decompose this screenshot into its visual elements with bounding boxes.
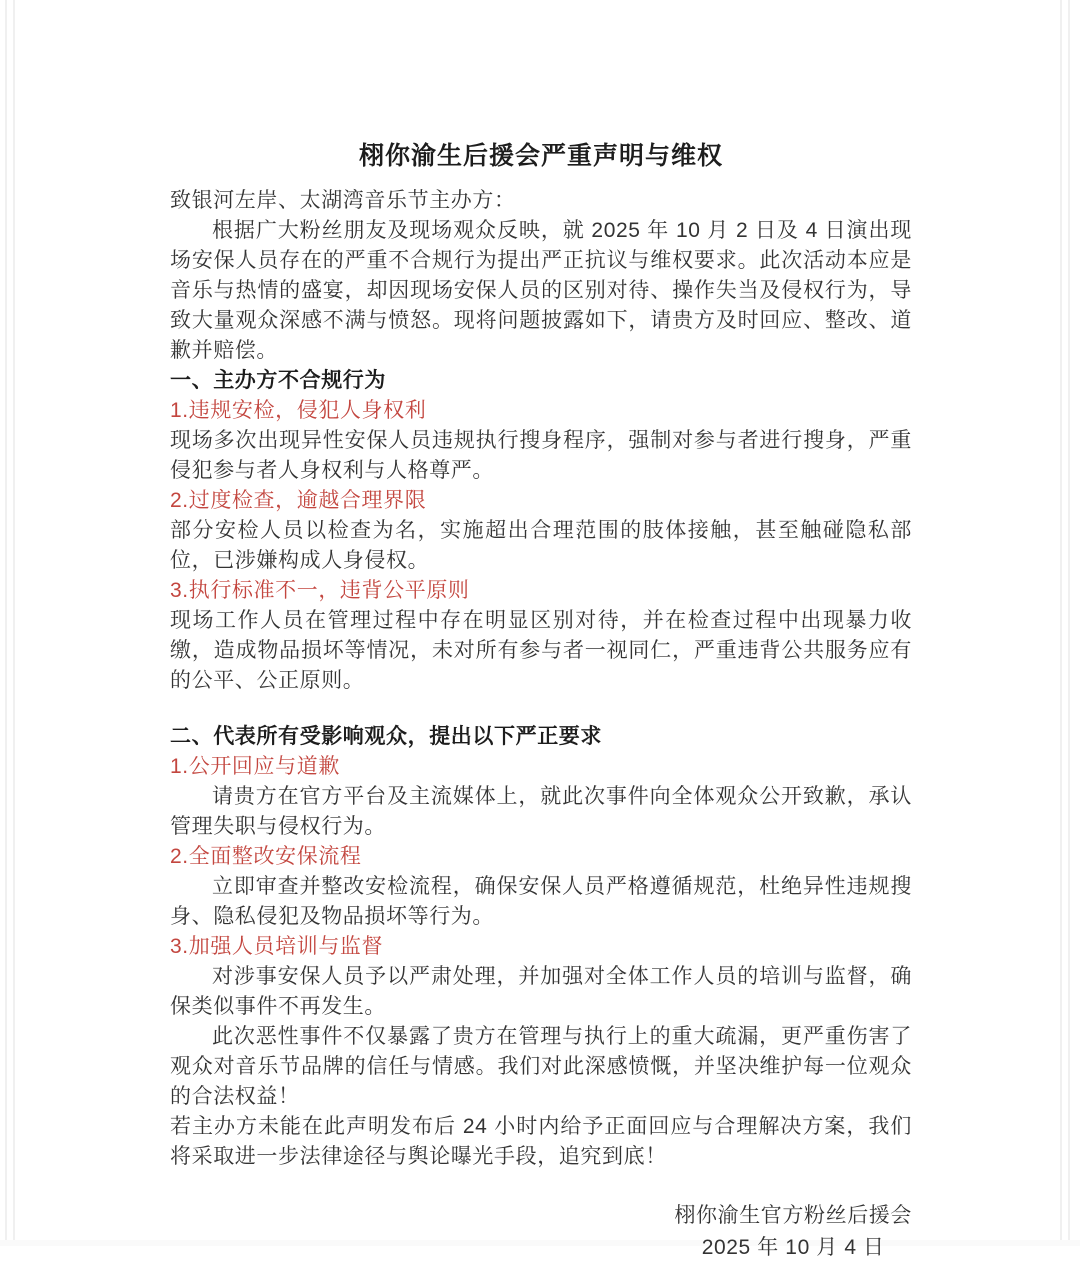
closing-paragraph-2: 若主办方未能在此声明发布后 24 小时内给予正面回应与合理解决方案，我们将采取进一步法律途径与舆论曝光手段，追究到底！	[170, 1115, 912, 1168]
section1-item1-body: 现场多次出现异性安保人员违规执行搜身程序，强制对参与者进行搜身，严重侵犯参与者人身权利与人格尊严。	[170, 429, 912, 482]
section2-item1-body: 请贵方在官方平台及主流媒体上，就此次事件向全体观众公开致歉，承认管理失职与侵权行为。	[170, 785, 912, 838]
section2-item2-body: 立即审查并整改安检流程，确保安保人员严格遵循规范，杜绝异性违规搜身、隐私侵犯及物品损坏等行为。	[170, 875, 912, 928]
statement-document	[170, 136, 912, 1264]
scan-artifact-left-line-2	[13, 0, 15, 1246]
section1-item2-subheading: 2.过度检查，逾越合理界限	[170, 489, 427, 512]
section2-heading: 二、代表所有受影响观众，提出以下严正要求	[170, 725, 602, 748]
page-title: 栩你渝生后援会严重声明与维权	[358, 142, 723, 170]
signature-date: 2025 年 10 月 4 日	[701, 1236, 885, 1259]
section1-item3-subheading: 3.执行标准不一，违背公平原则	[170, 579, 470, 602]
section1-heading: 一、主办方不合规行为	[170, 369, 386, 392]
section1-item2-body: 部分安检人员以检查为名，实施超出合理范围的肢体接触，甚至触碰隐私部位，已涉嫌构成人身侵权。	[170, 519, 912, 572]
section2-item3-subheading: 3.加强人员培训与监督	[170, 935, 384, 958]
signature-block	[674, 1200, 912, 1264]
scan-artifact-left-line-1	[5, 0, 7, 1246]
salutation-line: 致银河左岸、太湖湾音乐节主办方：	[170, 189, 516, 212]
intro-paragraph: 根据广大粉丝朋友及现场观众反映，就 2025 年 10 月 2 日及 4 日演出现场安保人员存在的严重不合规行为提出严正抗议与维权要求。此次活动本应是音乐与热情的盛宴，却因现场安保人员的区别对待、操作失当及侵权行为，导致大量观众深感不满与愤怒。现将问题披露如下，请贵方及时回应、整改、道歉并赔偿。	[170, 219, 912, 362]
section2-item3-body: 对涉事安保人员予以严肃处理，并加强对全体工作人员的培训与监督，确保类似事件不再发生。	[170, 965, 912, 1018]
section2-item2-subheading: 2.全面整改安保流程	[170, 845, 362, 868]
section2-item1-subheading: 1.公开回应与道歉	[170, 755, 340, 778]
section1-item1-subheading: 1.违规安检，侵犯人身权利	[170, 399, 427, 422]
closing-paragraph-1: 此次恶性事件不仅暴露了贵方在管理与执行上的重大疏漏，更严重伤害了观众对音乐节品牌的信任与情感。我们对此深感愤慨，并坚决维护每一位观众的合法权益！	[170, 1025, 912, 1108]
scan-artifact-right-line-2	[1060, 0, 1062, 1246]
scan-artifact-right-line-1	[1068, 0, 1070, 1246]
section1-item3-body: 现场工作人员在管理过程中存在明显区别对待，并在检查过程中出现暴力收缴，造成物品损坏等情况，未对所有参与者一视同仁，严重违背公共服务应有的公平、公正原则。	[170, 609, 912, 692]
signature-name: 栩你渝生官方粉丝后援会	[674, 1204, 912, 1227]
